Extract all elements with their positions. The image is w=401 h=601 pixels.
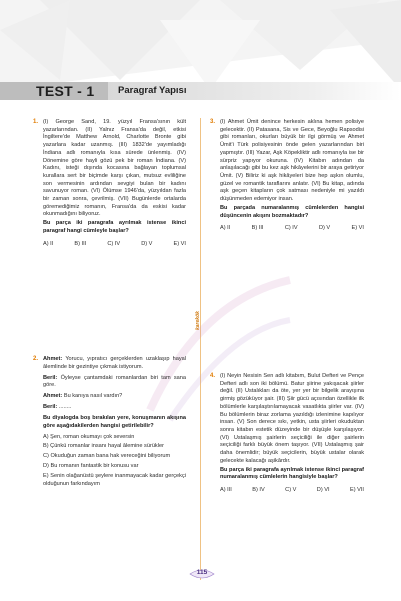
question-4-number: 4. — [210, 373, 216, 379]
question-3-option-c[interactable]: C) IV — [284, 225, 298, 232]
question-4-option-d[interactable]: D) VI — [316, 487, 330, 494]
question-4-option-b[interactable]: B) IV — [252, 487, 265, 494]
question-3-number: 3. — [210, 119, 216, 125]
question-2-line-4 — [43, 404, 186, 412]
question-4-text: (I) Neyin Nesisin Sen adlı kitabım, Bulut Defteri ve Pençe Defteri adlı son iki bölümü. Batur şiirine yakışacak şiirler değil. (II) Ustalıkları da öte, yer yer bir bilgelik arayışına girmiş gözüküyor şair. (III) Şiir gücü açısından özellikle ilk bölümlerle karşılaştırılamayacak vasatlıkta şiirler var. (IV) Bu bölümlerin biraz zorlama yazıldığı izlenimine kapılıyor insan. (V) Son derece sıkı, yetkin, usta şiirleri okuduktan sonra kitabın estetik düzeyinde bir düşüşle karşılaşıyor. (VI) Ustalaşmış şairlerin seçiciliği ile diğer şairlerin seçiciliği farklı büyük önem taşıyor. (VII) Ustalaşmış şair daha önemlidir; büyük seçicilerin, büyük ustalar olarak gelecekte kalacağı aşikârdır. — [220, 373, 364, 464]
question-2-option-b[interactable]: B) Çünkü romanlar insanı hayal âlemine sürükler — [43, 443, 164, 450]
question-1-prompt: Bu parça iki paragrafa ayrılmak istense ikinci paragraf hangi cümleyle başlar? — [43, 220, 186, 235]
question-3 — [220, 119, 364, 233]
question-2-line-4-text: ........ — [57, 404, 72, 411]
question-1-options — [43, 241, 186, 249]
question-1-option-b[interactable]: B) III — [74, 240, 87, 247]
question-2-line-1-text: Yorucu, yıpratıcı gerçeklerden uzaklaşıp hayal âlemlinde bir gezintiye çıkmak istiyorum. — [43, 356, 186, 370]
question-3-prompt: Bu parçada numaralanmış cümlelerden hangisi düşüncenin akışını bozmaktadır? — [220, 204, 364, 219]
question-2-line-3 — [43, 393, 186, 401]
question-4-option-a[interactable]: A) III — [220, 487, 232, 494]
test-header — [0, 82, 401, 100]
question-4-option-e[interactable]: E) VII — [350, 487, 364, 494]
question-2-options — [43, 434, 186, 489]
speaker-beril: Beril: — [43, 374, 58, 381]
question-2-line-2 — [43, 375, 186, 390]
question-1-option-e[interactable]: E) VI — [173, 240, 186, 247]
speaker-ahmet: Ahmet: — [43, 356, 63, 362]
question-4-options — [220, 487, 364, 495]
question-2-prompt: Bu diyalogda boş bırakılan yere, konuşmanın akışına göre aşağıdakilerden hangisi getirilebilir? — [43, 414, 186, 429]
section-title: Paragraf Yapısı — [118, 85, 187, 96]
question-1 — [43, 119, 186, 248]
page-number-box — [188, 567, 216, 579]
question-2-line-3-text: Bu kanıya nasıl vardın? — [62, 393, 123, 400]
question-2-option-c[interactable]: C) Okuduğun zaman bana hak vereceğini biliyorum — [43, 453, 171, 460]
speaker-beril-2: Beril: — [43, 404, 58, 411]
question-3-options — [220, 225, 364, 233]
question-2 — [43, 356, 186, 491]
question-2-option-e[interactable]: E) Senin olağanüstü şeylere inanmayacak kadar gerçekçi olduğunun farkındayım — [43, 473, 186, 487]
question-3-option-a[interactable]: A) II — [220, 225, 231, 232]
question-1-option-a[interactable]: A) II — [43, 240, 54, 247]
test-label: TEST - 1 — [36, 83, 95, 99]
question-4-option-c[interactable]: C) V — [285, 487, 297, 494]
question-1-number: 1. — [33, 119, 39, 125]
question-2-number: 2. — [33, 356, 39, 362]
question-1-option-d[interactable]: D) V — [141, 240, 153, 247]
decorative-background — [0, 0, 401, 120]
question-3-option-d[interactable]: D) V — [318, 225, 331, 232]
question-1-option-c[interactable]: C) IV — [107, 240, 121, 247]
speaker-ahmet-2: Ahmet: — [43, 393, 63, 400]
question-3-text: (I) Ahmet Ümit denince herkesin aklına hemen polisiye gelecektir. (II) Patasana, Sis ve Gece, Beyoğlu Rapsodisi gibi romanları, okurları büyük bir ilgi görmüş ve Ahmet Ümit'i Türk polisiyesinin önde gelen yazarlarından biri yapmıştır. (III) Yazar, Aşk Köpekliktir adlı romanıyla ise bir sürpriz yapıyor okuruna. (IV) Kitabın adından da anlaşılacağı gibi bu kez aşk hikâyelerini bir araya getiriyor Ümit. (V) Biliriz ki aşk hikâyeleri bize hep aşkın olumlu, güzel ve romantik taraflarını anlatır. (VI) Bu kitap, adında aşk geçen kitapların çok satması nedeniyle mi yazıldı düşünmeden edemiyor insan. — [220, 119, 364, 203]
publisher-side-label: karekök — [195, 311, 201, 330]
question-2-option-d[interactable]: D) Bu romanın fantastik bir konusu var — [43, 463, 139, 470]
question-3-option-b[interactable]: B) III — [251, 225, 264, 232]
question-3-option-e[interactable]: E) VI — [351, 225, 364, 232]
question-4 — [220, 373, 364, 495]
question-2-line-1 — [43, 356, 186, 371]
page-number: 115 — [196, 569, 208, 576]
question-4-prompt: Bu parça iki paragrafa ayrılmak istense ikinci paragraf numaralanmış cümlelerin hangisiyle başlar? — [220, 466, 364, 481]
question-1-text: (I) George Sand, 19. yüzyıl Fransa'sının kült yazarlarından. (II) Yalnız Fransa'da değil, etkisi İngiltere'de Matthew Arnold, Charlotte Bronte gibi yazarlara kadar uzanmış. (III) 1832'de yayımladığı İndiana adlı romanıyla kısa sürede ünlenmiş. (IV) Dönemine göre hayli gözü pek bir roman İndiana. (V) Kadını, isteği dışında kocasına bağlayan toplumsal kurallara sert bir biçimde karşı çıkan, mutsuz evliliğine son vermesinin ardından sevgiyi bulan bir kadını savunuyor roman. (VI) Ölümse 1946'da, yüzyıldan fazla bir zaman sonra, çevrilmiş. (VII) Bugünlerde ortalarda göremediğimiz romanın, Fransa'da da eskisi kadar okunmadığını biliyoruz. — [43, 119, 186, 218]
question-2-line-2-text: Öyleyse çantamdaki romanlardan biri tam sana göre. — [43, 374, 186, 389]
question-2-option-a[interactable]: A) Şen, roman okumayı çok seversin — [43, 433, 135, 440]
